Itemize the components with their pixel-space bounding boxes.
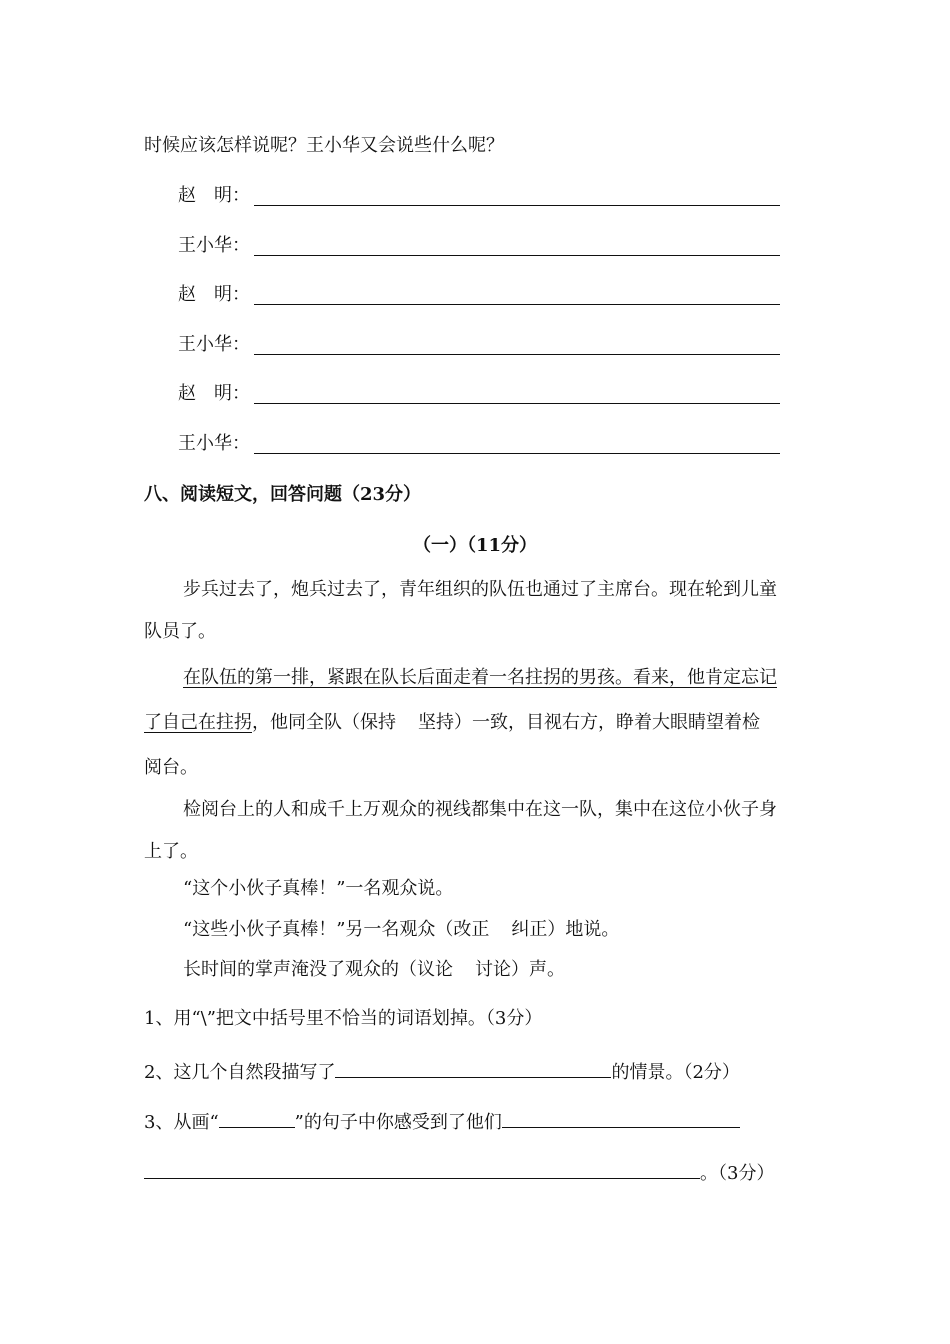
- question-3-continuation: [144, 1158, 774, 1186]
- dialogue-speaker-4: 王小华：: [178, 334, 250, 355]
- passage-p3-line1: 检阅台上的人和成千上万观众的视线都集中在这一队，集中在这位小伙子身: [183, 799, 777, 820]
- passage-p5-text-b: 纠正）地说。: [511, 919, 620, 940]
- sub-heading: （一）（11分）: [412, 535, 538, 556]
- question-2-answer-blank[interactable]: [335, 1057, 611, 1078]
- dialogue-speaker-6: 王小华：: [178, 433, 250, 454]
- passage-p3-line2: 上了。: [144, 841, 198, 862]
- question-3-text-b: ”的句子中你感受到了他们: [294, 1112, 502, 1133]
- question-2-text-b: 的情景。（2分）: [611, 1062, 740, 1083]
- passage-p6-text-b: 讨论）声。: [475, 959, 565, 980]
- dialogue-answer-line-6[interactable]: [254, 453, 780, 454]
- dialogue-answer-line-4[interactable]: [254, 354, 780, 355]
- question-3-answer-blank-1[interactable]: [502, 1107, 740, 1128]
- dialogue-speaker-2: 王小华：: [178, 235, 250, 256]
- question-3-sentence-blank[interactable]: [219, 1107, 295, 1128]
- dialogue-answer-line-2[interactable]: [254, 255, 780, 256]
- passage-p2-line3: 阅台。: [144, 757, 198, 778]
- passage-p5-text-a: “这些小伙子真棒！”另一名观众（改正: [183, 919, 490, 940]
- passage-p4: “这个小伙子真棒！”一名观众说。: [183, 878, 454, 899]
- section-heading: 八、阅读短文，回答问题（23分）: [144, 484, 422, 505]
- passage-p5: [183, 918, 619, 942]
- passage-p6: [183, 958, 565, 982]
- question-3: [144, 1107, 740, 1135]
- question-2: [144, 1057, 740, 1085]
- question-3-end: 。（3分）: [700, 1163, 775, 1184]
- passage-p2-text-b: 坚持）一致，目视右方，睁着大眼睛望着检: [418, 712, 760, 733]
- question-3-text-a: 3、从画“: [144, 1112, 219, 1133]
- question-1: 1、用“\”把文中括号里不恰当的词语划掉。（3分）: [144, 1008, 543, 1029]
- passage-p6-text-a: 长时间的掌声淹没了观众的（议论: [183, 959, 453, 980]
- passage-p2-text-a: ，他同全队（保持: [252, 712, 396, 733]
- dialogue-speaker-1: 赵 明：: [178, 185, 250, 206]
- dialogue-answer-line-3[interactable]: [254, 304, 780, 305]
- question-3-answer-blank-2[interactable]: [144, 1158, 700, 1179]
- intro-line: 时候应该怎样说呢？王小华又会说些什么呢？: [144, 135, 504, 156]
- passage-p2-underlined-line1: 在队伍的第一排，紧跟在队长后面走着一名拄拐的男孩。看来，他肯定忘记: [183, 667, 777, 688]
- passage-p2-underlined-line2: 了自己在拄拐: [144, 712, 252, 733]
- question-2-text-a: 2、这几个自然段描写了: [144, 1062, 336, 1083]
- dialogue-speaker-5: 赵 明：: [178, 383, 250, 404]
- dialogue-answer-line-5[interactable]: [254, 403, 780, 404]
- passage-p1-line2: 队员了。: [144, 621, 216, 642]
- dialogue-speaker-3: 赵 明：: [178, 284, 250, 305]
- passage-p1-line1: 步兵过去了，炮兵过去了，青年组织的队伍也通过了主席台。现在轮到儿童: [183, 579, 777, 600]
- passage-p2-line2: [144, 711, 760, 735]
- dialogue-answer-line-1[interactable]: [254, 205, 780, 206]
